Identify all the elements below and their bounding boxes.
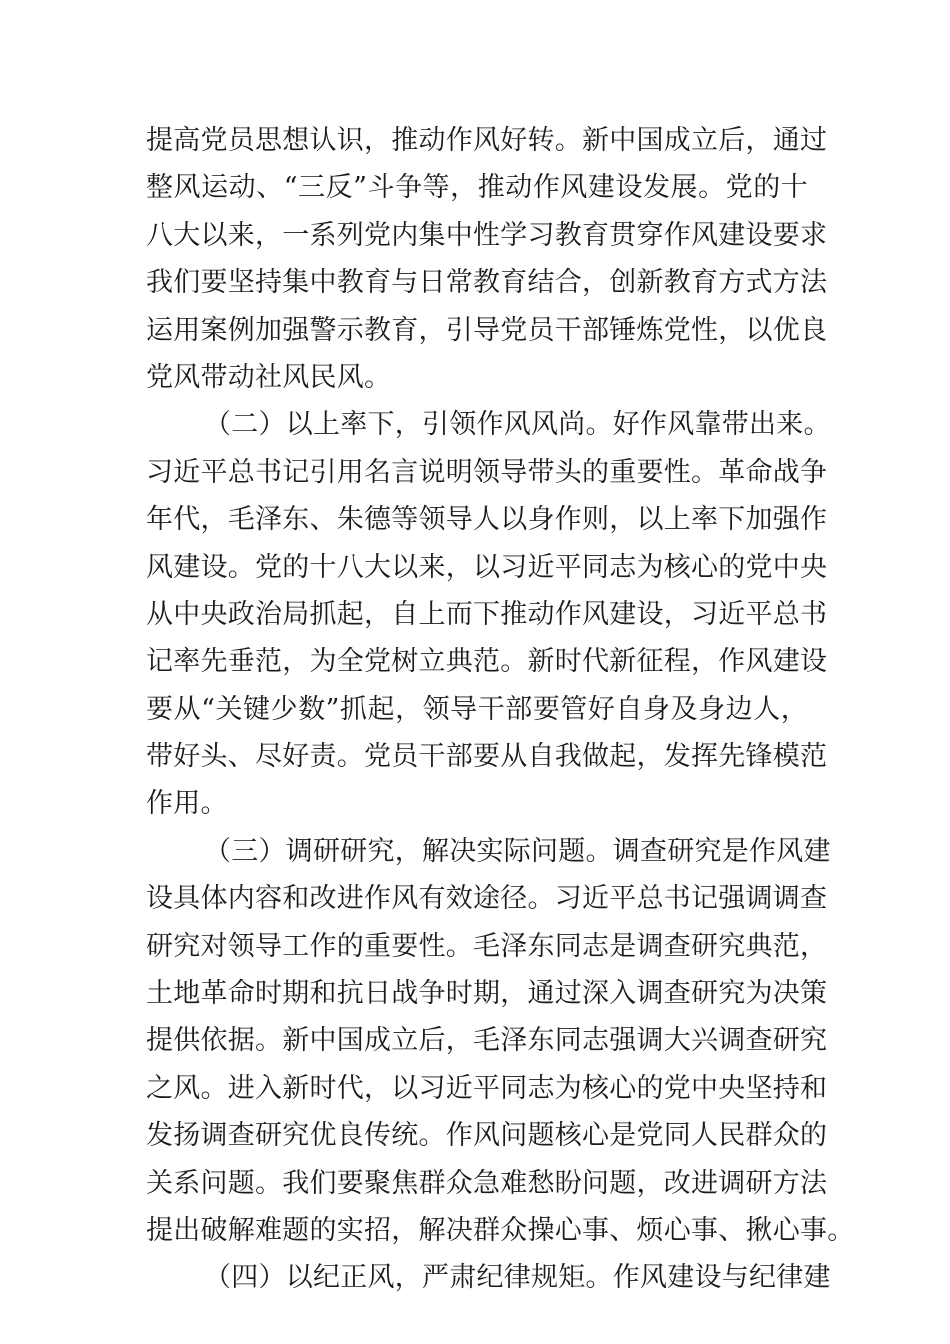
text-line: 习近平总书记引用名言说明领导带头的重要性。革命战争	[146, 456, 828, 488]
text-line: 运用案例加强警示教育，引导党员干部锤炼党性，以优良	[146, 314, 828, 346]
text-line: 风建设。党的十八大以来，以习近平同志为核心的党中央	[146, 551, 828, 583]
text-line: 研究对领导工作的重要性。毛泽东同志是调查研究典范，	[146, 930, 828, 962]
text-line: 发扬调查研究优良传统。作风问题核心是党同人民群众的	[146, 1120, 828, 1152]
section-heading-line: （四）以纪正风，严肃纪律规矩。作风建设与纪律建	[204, 1262, 831, 1294]
document-body	[146, 117, 855, 1302]
text-line: 八大以来，一系列党内集中性学习教育贯穿作风建设要求	[146, 219, 828, 251]
text-line: 作用。	[146, 788, 228, 820]
text-line: 之风。进入新时代，以习近平同志为核心的党中央坚持和	[146, 1072, 828, 1104]
text-line: 记率先垂范，为全党树立典范。新时代新征程，作风建设	[146, 646, 828, 678]
text-line: 年代，毛泽东、朱德等领导人以身作则，以上率下加强作	[146, 504, 828, 536]
text-line: 从中央政治局抓起，自上而下推动作风建设，习近平总书	[146, 598, 828, 630]
text-line: 整风运动、“三反”斗争等，推动作风建设发展。党的十	[146, 172, 808, 204]
text-line: 土地革命时期和抗日战争时期，通过深入调查研究为决策	[146, 978, 828, 1010]
section-heading-line: （二）以上率下，引领作风风尚。好作风靠带出来。	[204, 409, 831, 441]
text-line: 提出破解难题的实招，解决群众操心事、烦心事、揪心事。	[146, 1214, 855, 1246]
text-line: 设具体内容和改进作风有效途径。习近平总书记强调调查	[146, 883, 828, 915]
text-line: 关系问题。我们要聚焦群众急难愁盼问题，改进调研方法	[146, 1167, 828, 1199]
text-line: 提高党员思想认识，推动作风好转。新中国成立后，通过	[146, 125, 828, 156]
text-line: 提供依据。新中国成立后，毛泽东同志强调大兴调查研究	[146, 1025, 828, 1057]
text-line: 我们要坚持集中教育与日常教育结合，创新教育方式方法	[146, 267, 828, 299]
section-heading-line: （三）调研研究，解决实际问题。调查研究是作风建	[204, 835, 831, 867]
text-line: 要从“关键少数”抓起，领导干部要管好自身及身边人，	[146, 693, 808, 725]
text-line: 带好头、尽好责。党员干部要从自我做起，发挥先锋模范	[146, 741, 828, 773]
text-line: 党风带动社风民风。	[146, 361, 392, 393]
